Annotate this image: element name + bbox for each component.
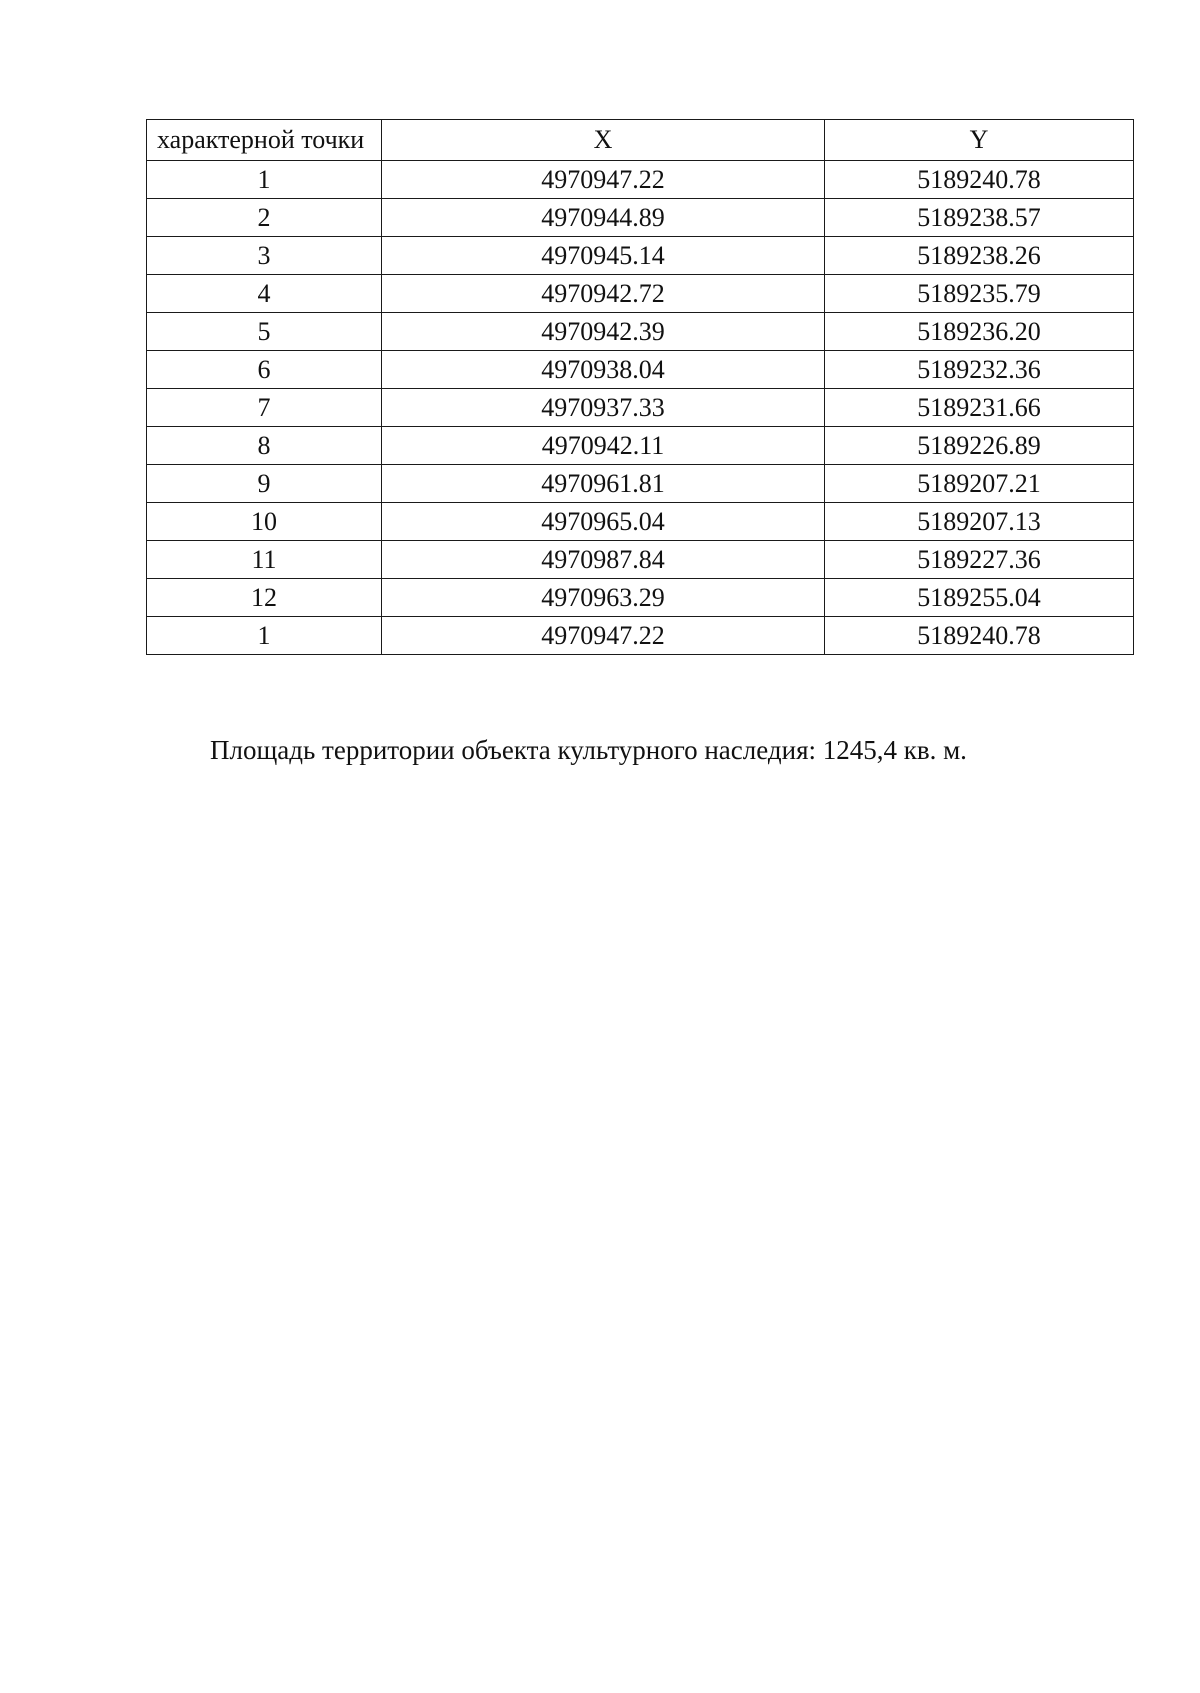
cell-point: 2 [147,199,382,237]
cell-y: 5189255.04 [825,579,1134,617]
cell-y: 5189235.79 [825,275,1134,313]
cell-point: 8 [147,427,382,465]
cell-x: 4970947.22 [382,161,825,199]
cell-y: 5189227.36 [825,541,1134,579]
cell-x: 4970945.14 [382,237,825,275]
table-row [147,351,1134,389]
cell-point: 5 [147,313,382,351]
cell-x: 4970987.84 [382,541,825,579]
cell-x: 4970961.81 [382,465,825,503]
cell-y: 5189238.57 [825,199,1134,237]
table-row [147,237,1134,275]
header-x: X [382,120,825,161]
cell-point: 1 [147,617,382,655]
table-header-row [147,120,1134,161]
cell-x: 4970944.89 [382,199,825,237]
cell-y: 5189207.13 [825,503,1134,541]
cell-x: 4970942.39 [382,313,825,351]
cell-x: 4970965.04 [382,503,825,541]
table-row [147,161,1134,199]
cell-point: 1 [147,161,382,199]
cell-y: 5189226.89 [825,427,1134,465]
table-row [147,465,1134,503]
cell-x: 4970937.33 [382,389,825,427]
cell-y: 5189207.21 [825,465,1134,503]
cell-x: 4970963.29 [382,579,825,617]
table-row [147,503,1134,541]
cell-point: 10 [147,503,382,541]
table-row [147,541,1134,579]
cell-x: 4970947.22 [382,617,825,655]
cell-point: 9 [147,465,382,503]
header-point-number: характерной точки [147,120,382,161]
cell-point: 12 [147,579,382,617]
area-note: Площадь территории объекта культурного наследия: 1245,4 кв. м. [210,735,967,765]
cell-y: 5189238.26 [825,237,1134,275]
table-row [147,427,1134,465]
cell-y: 5189240.78 [825,161,1134,199]
table-row [147,199,1134,237]
table-row [147,617,1134,655]
coordinates-table [146,119,1134,655]
table-row [147,313,1134,351]
cell-y: 5189236.20 [825,313,1134,351]
cell-point: 11 [147,541,382,579]
cell-y: 5189231.66 [825,389,1134,427]
cell-x: 4970942.11 [382,427,825,465]
cell-point: 4 [147,275,382,313]
cell-point: 3 [147,237,382,275]
header-y: Y [825,120,1134,161]
cell-point: 6 [147,351,382,389]
cell-y: 5189232.36 [825,351,1134,389]
table-row [147,389,1134,427]
table-row [147,275,1134,313]
cell-point: 7 [147,389,382,427]
cell-x: 4970938.04 [382,351,825,389]
cell-x: 4970942.72 [382,275,825,313]
table-row [147,579,1134,617]
cell-y: 5189240.78 [825,617,1134,655]
